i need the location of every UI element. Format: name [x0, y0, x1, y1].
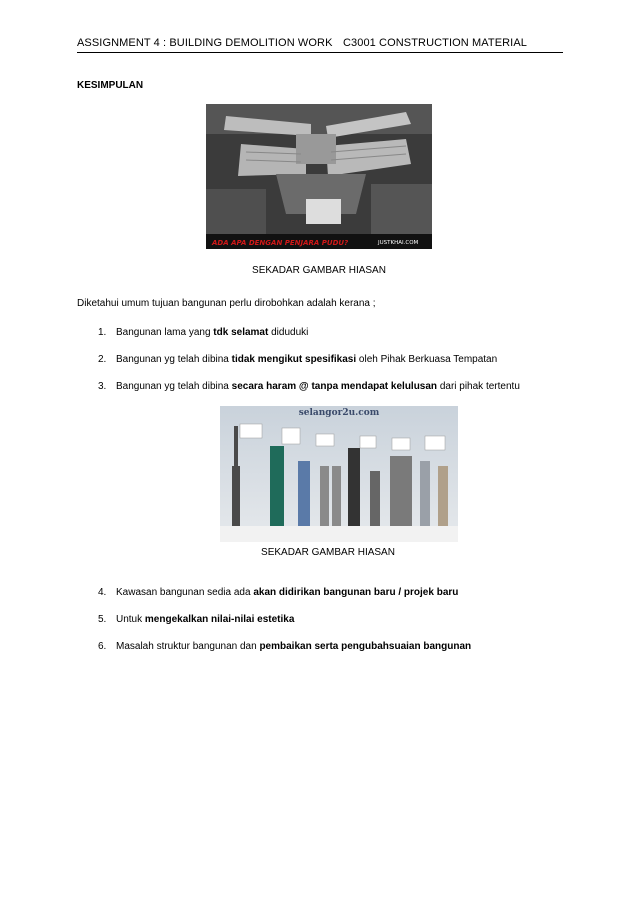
image2-site-label: selangor2u.com [298, 408, 380, 418]
page-header [77, 37, 563, 53]
intro-text: Diketahui umum tujuan bangunan perlu dirobohkan adalah kerana ; [77, 298, 376, 309]
image1-banner: ADA APA DENGAN PENJARA PUDU? [212, 239, 349, 247]
image1-watermark: JUSTKHAI.COM [378, 240, 419, 246]
reasons-list-a [98, 327, 520, 408]
list-item: 2. Bangunan yg telah dibina tidak mengikut spesifikasi oleh Pihak Berkuasa Tempatan [98, 354, 498, 365]
list-item: 1. Bangunan lama yang tdk selamat diduduki [98, 327, 309, 338]
list-item: 4. Kawasan bangunan sedia ada akan didirikan bangunan baru / projek baru [98, 587, 459, 598]
section-title: KESIMPULAN [77, 80, 144, 91]
image2-caption: SEKADAR GAMBAR HIASAN [261, 547, 395, 558]
image1-caption: SEKADAR GAMBAR HIASAN [252, 265, 386, 276]
skyscrapers-photo [220, 406, 458, 542]
list-item: 3. Bangunan yg telah dibina secara haram @ tanpa mendapat kelulusan dari pihak tertentu [98, 381, 520, 392]
header-assignment-title: ASSIGNMENT 4 : BUILDING DEMOLITION WORK [77, 37, 333, 49]
list-item: 5. Untuk mengekalkan nilai-nilai estetika [98, 614, 295, 625]
list-item: 6. Masalah struktur bangunan dan pembaikan serta pengubahsuaian bangunan [98, 641, 472, 652]
header-course-title: C3001 CONSTRUCTION MATERIAL [342, 37, 527, 49]
reasons-list-b [98, 587, 471, 668]
prison-photo [206, 104, 432, 249]
